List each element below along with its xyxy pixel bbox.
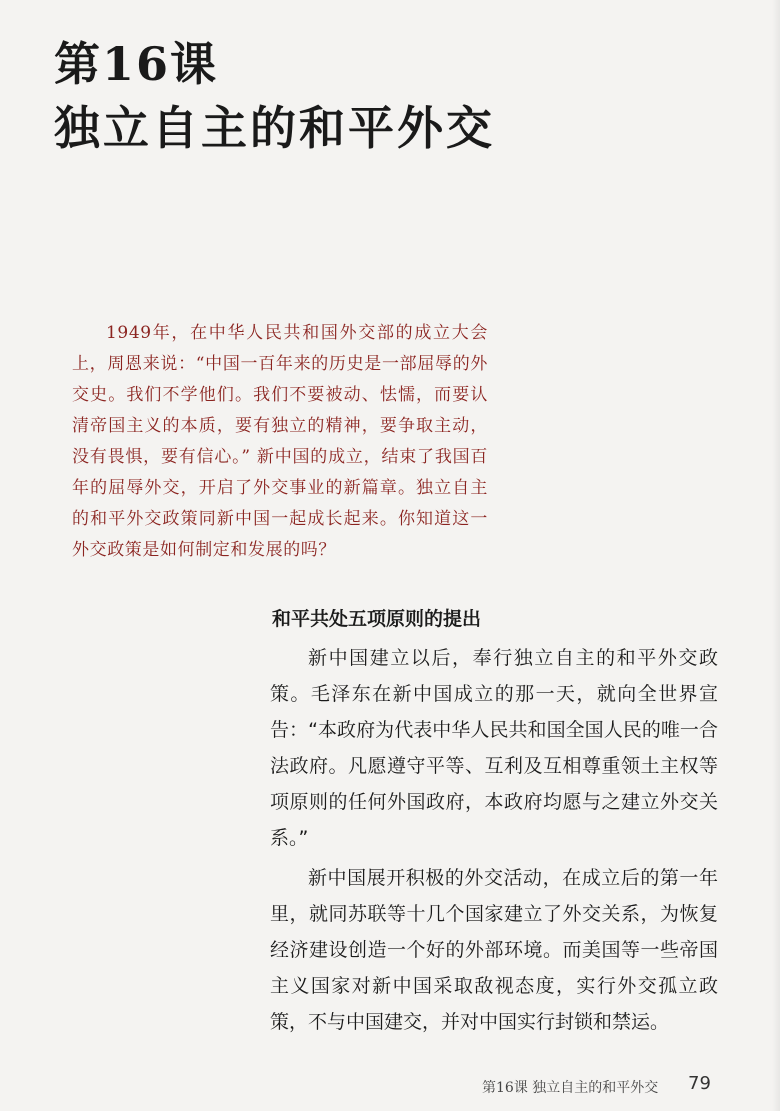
intro-paragraph: 1949年，在中华人民共和国外交部的成立大会上，周恩来说：“中国一百年来的历史是一部屈辱的外交史。我们不学他们。我们不要被动、怯懦，而要认清帝国主义的本质，要有独立的精神，要争取主动，没有畏惧，要有信心。” 新中国的成立，结束了我国百年的屈辱外交，开启了外交事业的新篇章。独立自主的和平外交政策同新中国一起成长起来。你知道这一外交政策是如何制定和发展的吗？ — [72, 323, 488, 560]
section-body — [270, 640, 718, 1040]
lesson-title: 独立自主的和平外交 — [54, 101, 495, 155]
footer-running-title: 第16课 独立自主的和平外交 — [482, 1080, 659, 1096]
page-edge — [772, 0, 780, 1111]
page-number: 79 — [688, 1073, 711, 1094]
lesson-number: 第16课 — [54, 37, 219, 91]
section-heading: 和平共处五项原则的提出 — [272, 608, 482, 630]
body-paragraph-2: 新中国展开积极的外交活动，在成立后的第一年里，就同苏联等十几个国家建立了外交关系，为恢复经济建设创造一个好的外部环境。而美国等一些帝国主义国家对新中国采取敌视态度，实行外交孤立政策，不与中国建交，并对中国实行封锁和禁运。 — [270, 867, 718, 1033]
body-paragraph-1: 新中国建立以后，奉行独立自主的和平外交政策。毛泽东在新中国成立的那一天，就向全世界宣告：“本政府为代表中华人民共和国全国人民的唯一合法政府。凡愿遵守平等、互利及互相尊重领土主权等项原则的任何外国政府，本政府均愿与之建立外交关系。” — [270, 647, 718, 849]
